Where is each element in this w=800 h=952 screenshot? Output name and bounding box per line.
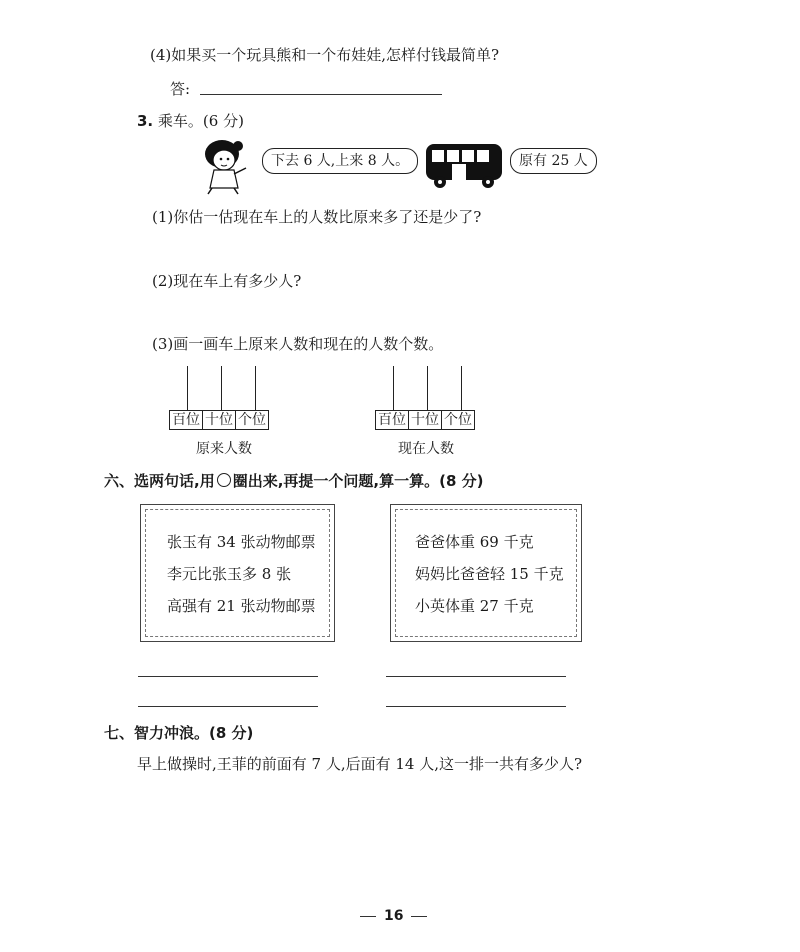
speech-bubble-right: 原有 25 人 <box>510 148 597 174</box>
abacus-left-caption: 原来人数 <box>196 441 252 457</box>
page-number-value: 16 <box>384 908 404 924</box>
section3-q2: (2)现在车上有多少人? <box>152 272 302 290</box>
answer-line-left-1[interactable] <box>138 676 318 677</box>
place-label-ones: 个位 <box>238 412 266 428</box>
section3-number: 3. <box>137 112 154 130</box>
speech-bubble-left: 下去 6 人,上来 8 人。 <box>262 148 418 174</box>
section6-title <box>104 470 483 491</box>
place-label-hundreds: 百位 <box>170 411 203 429</box>
dash-right <box>411 916 427 917</box>
sentence-option[interactable]: 李元比张玉多 8 张 <box>167 565 292 583</box>
bus-illustration <box>424 140 506 190</box>
abacus-left-rod-ones <box>255 366 256 410</box>
answer-line-right-2[interactable] <box>386 706 566 707</box>
abacus-right-rod-hundreds <box>393 366 394 410</box>
q4-answer-line[interactable] <box>200 94 442 95</box>
dash-left <box>360 916 376 917</box>
circle-symbol-icon <box>217 473 231 487</box>
answer-line-left-2[interactable] <box>138 706 318 707</box>
abacus-right-caption: 现在人数 <box>398 441 454 457</box>
abacus-right-rod-ones <box>461 366 462 410</box>
place-label-hundreds: 百位 <box>376 411 409 429</box>
sentence-option[interactable]: 张玉有 34 张动物邮票 <box>167 533 316 551</box>
sentence-box-right <box>390 504 582 642</box>
section3-q1: (1)你估一估现在车上的人数比原来多了还是少了? <box>152 208 482 226</box>
girl-illustration <box>200 138 260 196</box>
place-label-tens: 十位 <box>409 411 442 429</box>
section3-q3: (3)画一画车上原来人数和现在的人数个数。 <box>152 335 444 353</box>
abacus-left-rod-hundreds <box>187 366 188 410</box>
sentence-option[interactable]: 高强有 21 张动物邮票 <box>167 597 316 615</box>
sentence-box-left <box>140 504 335 642</box>
abacus-right-place-labels <box>375 410 475 430</box>
section7-question: 早上做操时,王菲的前面有 7 人,后面有 14 人,这一排一共有多少人? <box>137 755 583 773</box>
page-number <box>360 908 427 924</box>
sentence-option[interactable]: 妈妈比爸爸轻 15 千克 <box>415 565 564 583</box>
abacus-left-place-labels <box>169 410 269 430</box>
sentence-option[interactable]: 小英体重 27 千克 <box>415 597 534 615</box>
section7-title: 七、智力冲浪。(8 分) <box>104 724 254 742</box>
section3-title <box>137 110 244 131</box>
section3-title-text: 乘车。(6 分) <box>157 112 244 130</box>
abacus-left-rod-tens <box>221 366 222 410</box>
section6-title-part1: 六、选两句话,用 <box>104 472 215 490</box>
q4-answer-label: 答: <box>170 80 191 98</box>
answer-line-right-1[interactable] <box>386 676 566 677</box>
sentence-option[interactable]: 爸爸体重 69 千克 <box>415 533 534 551</box>
abacus-right-rod-tens <box>427 366 428 410</box>
place-label-tens: 十位 <box>203 411 236 429</box>
section6-title-part2: 圈出来,再提一个问题,算一算。(8 分) <box>232 472 484 490</box>
place-label-ones: 个位 <box>444 412 472 428</box>
q4-question: (4)如果买一个玩具熊和一个布娃娃,怎样付钱最简单? <box>150 46 500 64</box>
